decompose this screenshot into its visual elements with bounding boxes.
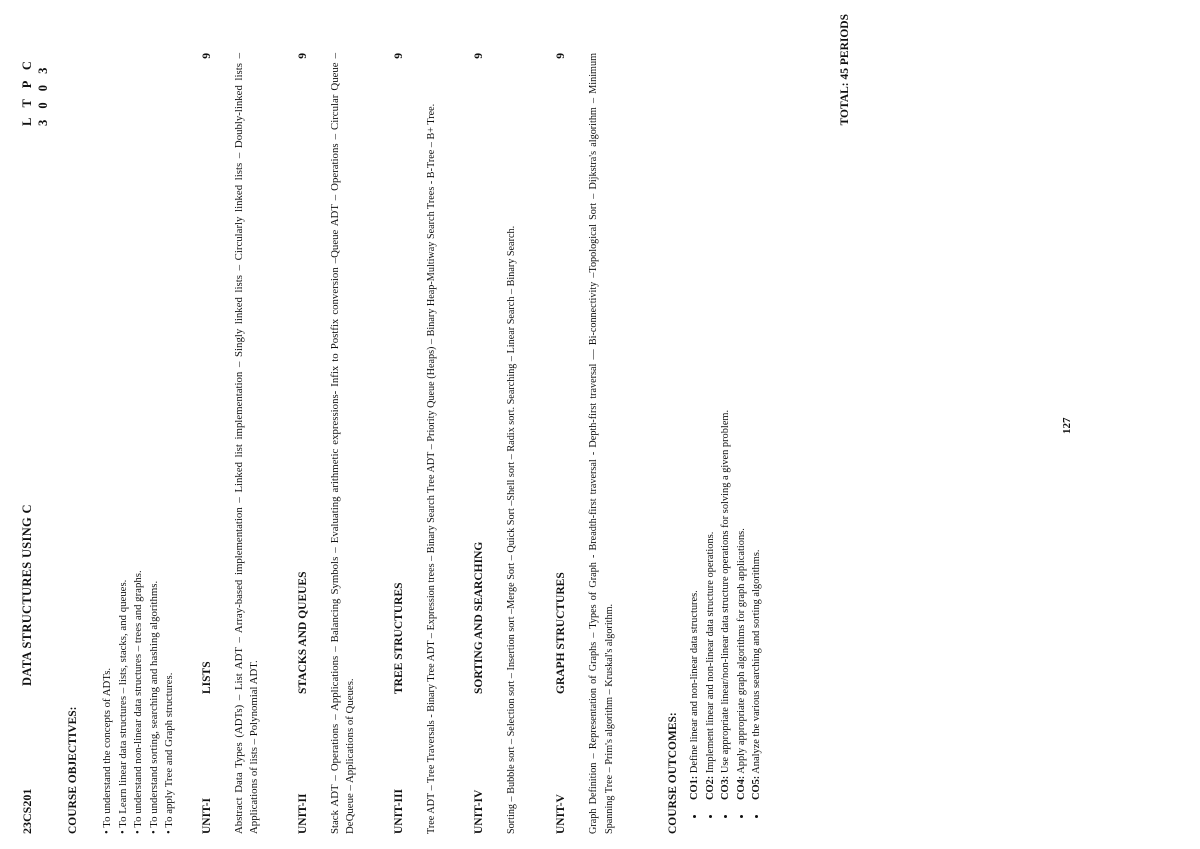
outcome-item [734,53,750,806]
unit-name: GRAPH STRUCTURES [555,572,567,694]
unit-1-content: Abstract Data Types (ADTs) – List ADT – Array-based implementation – Linked list implementation – Singly linked lists – Circularly linked lists – Doubly-linked lists – Applications of lists – Polynomial ADT. [233,53,260,834]
total-periods: TOTAL: 45 PERIODS [839,14,851,126]
unit-4-content: Sorting – Bubble sort – Selection sort – Insertion sort –Merge Sort – Quick Sort –Shell sort – Radix sort. Searching – Linear Search – Binary Search. [506,225,517,834]
outcome-item [749,53,765,806]
unit-5-heading [554,53,570,834]
unit-name: SORTING AND SEARCHING [473,541,485,694]
unit-hours: 9 [393,53,405,59]
outcome-code: CO2: [704,775,716,800]
unit-2-content: Stack ADT – Operations – Applications – Balancing Symbols – Evaluating arithmetic expressions- Infix to Postfix conversion –Queue ADT – Operations – Circular Queue – DeQueue – Applications of Queues. [329,53,356,834]
outcome-item [718,53,734,806]
outcomes-section [666,53,765,834]
unit-hours: 9 [297,53,309,59]
objective-item: • To Learn linear data structures – lists, stacks, and queues. [116,579,129,834]
outcome-code: CO5: [751,775,763,800]
ltpc-values: 3 0 0 3 [36,63,50,126]
unit-code: UNIT-IV [473,789,485,834]
unit-3-content: Tree ADT – Tree Traversals - Binary Tree ADT – Expression trees – Binary Search Tree ADT – Priority Queue (Heaps) – Binary Heap-Multiway Search Trees - B-Tree – B+ Tree. [426,103,437,834]
objectives-list [100,54,178,834]
outcome-text: Implement linear and non-linear data structure operations. [704,531,716,776]
unit-code: UNIT-I [201,797,213,834]
unit-code: UNIT-V [555,794,567,834]
unit-4-heading [472,53,488,834]
outcome-code: CO4: [735,775,747,800]
page-number: 127 [1061,417,1073,434]
outcome-item [703,53,719,806]
unit-hours: 9 [201,53,213,59]
unit-1-heading [200,53,216,834]
outcome-text: Apply appropriate graph algorithms for graph applications. [735,528,747,776]
unit-5-content: Graph Definition – Representation of Graphs – Types of Graph - Breadth-first traversal - Depth-first traversal — Bi-connectivity –Topological Sort – Dijkstra's algorithm – Minimum Spanning Tree – Prim's algorithm – Kruskal's algorithm. [588,53,615,834]
unit-hours: 9 [555,53,567,59]
outcomes-list [687,53,765,834]
unit-2-heading [296,53,312,834]
outcome-code: CO1: [689,775,700,800]
unit-code: UNIT-III [393,789,405,834]
unit-code: UNIT-II [297,793,309,834]
objective-item: • To apply Tree and Graph structures. [163,672,176,834]
objective-item: • To understand sorting, searching and hashing algorithms. [147,580,160,834]
unit-name: LISTS [201,661,213,694]
unit-3-heading [392,53,408,834]
outcome-text: Analyze the various searching and sorting algorithms. [751,549,763,776]
objectives-title: COURSE OBJECTIVES: [67,706,79,834]
outcome-text: Define linear and non-linear data structures. [689,590,700,776]
objective-item: • To understand the concepts of ADTs. [101,667,113,834]
course-title: DATA STRUCTURES USING C [20,504,34,686]
syllabus-page [20,14,1180,834]
outcome-item [687,53,703,806]
unit-name: TREE STRUCTURES [393,582,405,694]
objective-item: • To understand non-linear data structures – trees and graphs. [132,570,145,834]
unit-name: STACKS AND QUEUES [297,571,309,694]
outcome-text: Use appropriate linear/non-linear data structure operations for solving a given problem. [720,409,732,776]
unit-hours: 9 [473,53,485,59]
outcomes-title: COURSE OUTCOMES: [667,712,679,834]
ltpc-label: L T P C [20,57,34,126]
course-code: 23CS201 [20,788,34,834]
outcome-code: CO3: [720,775,732,800]
